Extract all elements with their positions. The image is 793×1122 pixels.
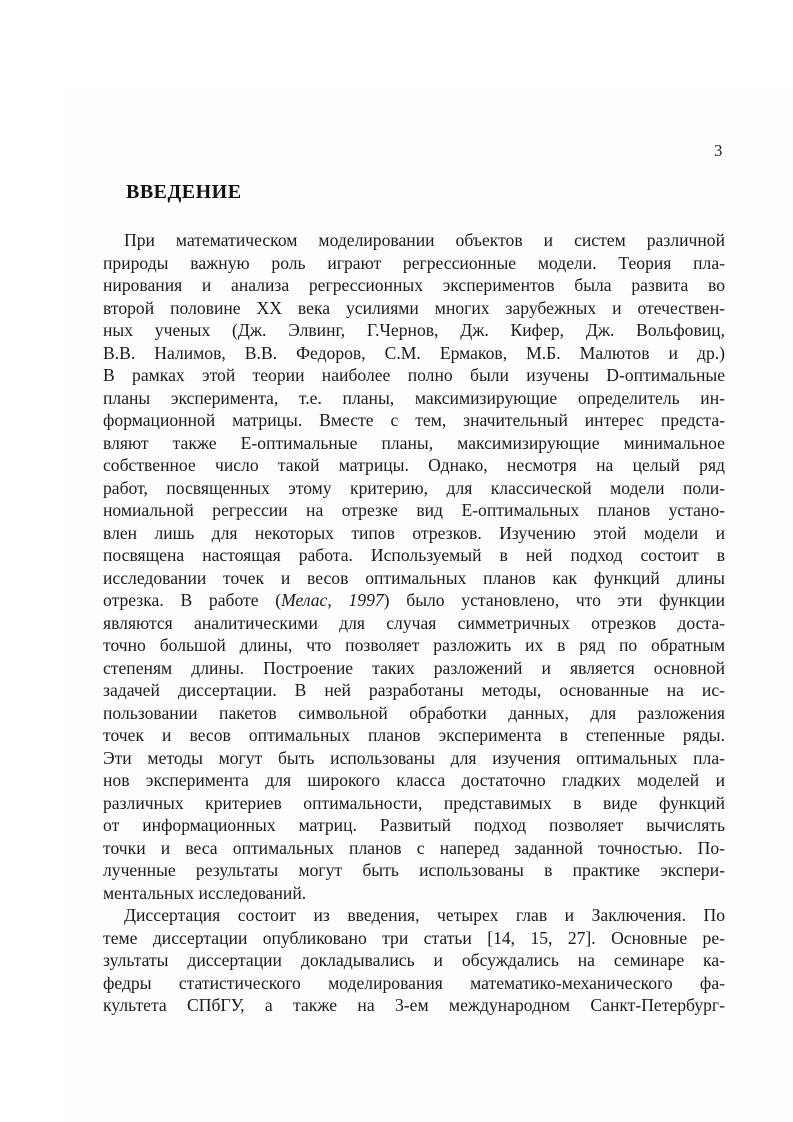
text-line: собственное число такой матрицы. Однако, несмотря на целый ряд xyxy=(103,455,725,475)
paragraph-2 xyxy=(103,904,725,1017)
text-line: Эти методы могут быть использованы для изучения оптимальных пла- xyxy=(103,747,725,768)
text-line: Диссертация состоит из введения, четырех глав и Заключения. По xyxy=(124,905,725,925)
text-line: влен лишь для некоторых типов отрезков. Изучению этой модели и xyxy=(103,522,725,543)
text-line: точно большой длины, что позволяет разложить их в ряд по обратным xyxy=(103,635,725,655)
text-line: пользовании пакетов символьной обработки данных, для разложения xyxy=(103,702,725,723)
text-line: номиальной регрессии на отрезке вид E-оптимальных планов устано- xyxy=(103,500,725,520)
text-line-citation xyxy=(103,589,725,612)
text-line: планы эксперимента, т.е. планы, максимизирующие определитель ин- xyxy=(103,387,725,408)
text-line: различных критериев оптимальности, представимых в виде функций xyxy=(103,792,725,813)
text-line: В.В. Налимов, В.В. Федоров, С.М. Ермаков, М.Б. Малютов и др.) xyxy=(103,342,725,363)
text-line: лученные результаты могут быть использованы в практике экспери- xyxy=(103,860,725,880)
text-line: В рамках этой теории наиболее полно были изучены D-оптимальные xyxy=(103,365,725,385)
text-line: второй половине XX века усилиями многих зарубежных и отечествен- xyxy=(103,297,725,318)
citation-after: ) было установлено, что эти функции xyxy=(383,590,725,610)
text-line: При математическом моделировании объектов и систем различной xyxy=(124,230,725,250)
page-number: 3 xyxy=(714,141,723,160)
citation-before: отрезка. В работе ( xyxy=(103,590,282,610)
text-line: федры статистического моделирования математико-механического фа- xyxy=(103,972,725,993)
text-line: ментальных исследований. xyxy=(103,882,307,903)
text-line: степеням длины. Построение таких разложений и является основной xyxy=(103,657,725,678)
text-line: точки и веса оптимальных планов с наперед заданной точностью. По- xyxy=(103,837,725,858)
text-line: точек и весов оптимальных планов эксперимента в степенные ряды. xyxy=(103,725,725,745)
text-line: посвящена настоящая работа. Используемый в ней подход состоит в xyxy=(103,545,725,565)
section-heading: ВВЕДЕНИЕ xyxy=(126,181,242,203)
text-line: нирования и анализа регрессионных экспериментов была развита во xyxy=(103,275,725,295)
text-line: вляют также E-оптимальные планы, максимизирующие минимальное xyxy=(103,432,725,453)
text-line: исследовании точек и весов оптимальных планов как функций длины xyxy=(103,567,725,588)
text-line: ных ученых (Дж. Элвинг, Г.Чернов, Дж. Кифер, Дж. Вольфовиц, xyxy=(103,320,725,340)
body-text xyxy=(103,229,725,1017)
text-line: культета СПбГУ, а также на 3-ем международном Санкт-Петербург- xyxy=(103,995,725,1015)
text-line: природы важную роль играют регрессионные модели. Теория пла- xyxy=(103,252,725,273)
text-line: являются аналитическими для случая симметричных отрезков доста- xyxy=(103,612,725,633)
paragraph-1 xyxy=(103,229,725,904)
text-line: теме диссертации опубликовано три статьи [14, 15, 27]. Основные ре- xyxy=(103,927,725,948)
text-line: задачей диссертации. В ней разработаны методы, основанные на ис- xyxy=(103,680,725,700)
text-line: работ, посвященных этому критерию, для классической модели поли- xyxy=(103,477,725,498)
text-line: нов эксперимента для широкого класса достаточно гладких моделей и xyxy=(103,770,725,790)
text-line: формационной матрицы. Вместе с тем, значительный интерес предста- xyxy=(103,410,725,430)
citation-reference: Мелас, 1997 xyxy=(281,590,384,610)
text-line: зультаты диссертации докладывались и обсуждались на семинаре ка- xyxy=(103,950,725,970)
text-line: от информационных матриц. Развитый подход позволяет вычислять xyxy=(103,815,725,835)
